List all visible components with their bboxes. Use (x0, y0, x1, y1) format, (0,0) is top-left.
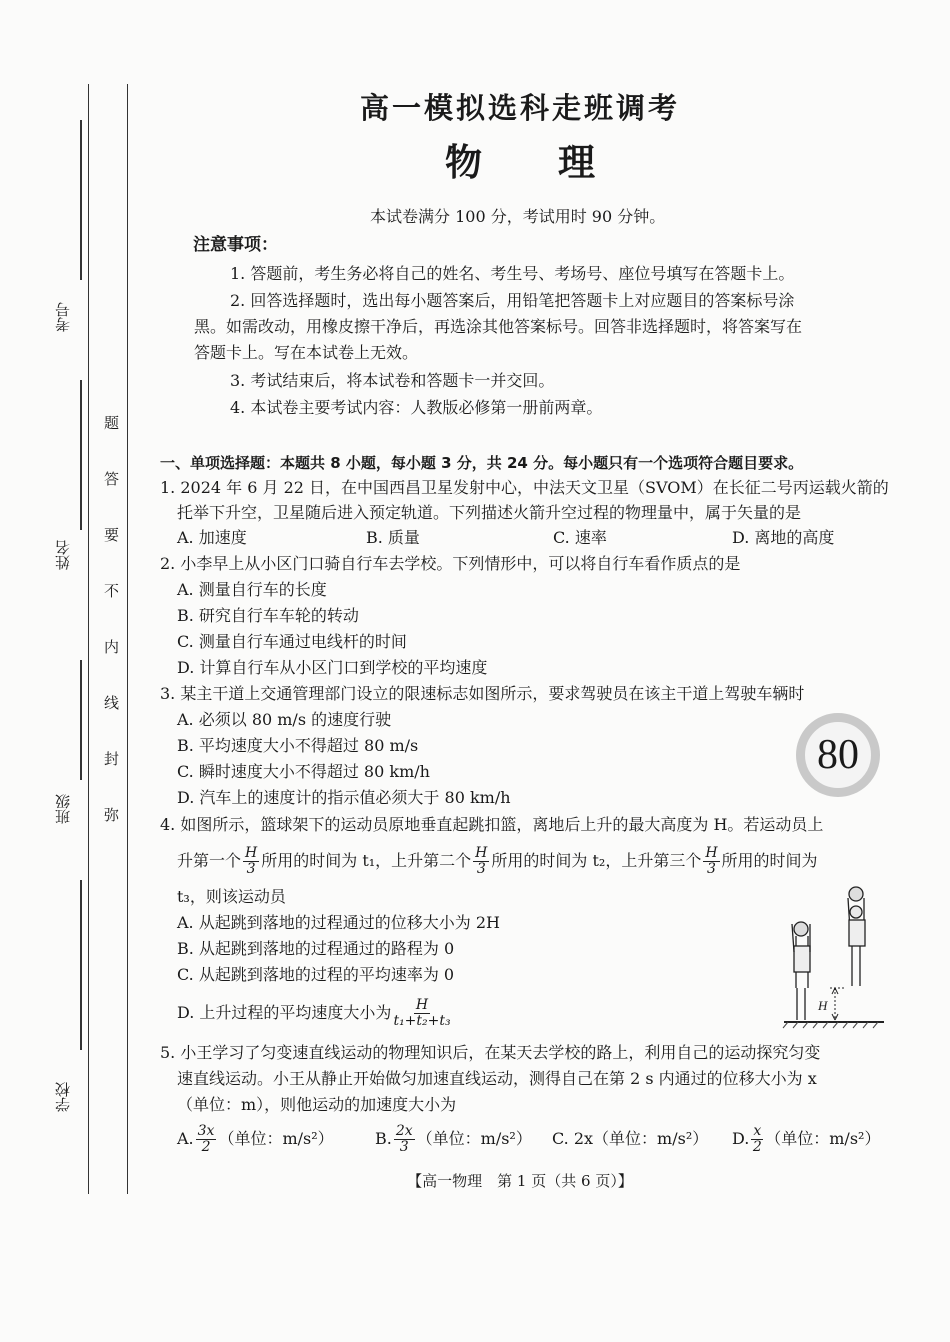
notice-heading: 注意事项： (193, 235, 278, 255)
q1-stem-line1: 1. 2024 年 6 月 22 日，在中国西昌卫星发射中心，中法天文卫星（SVOM）在长征二号丙运载火箭的 (160, 478, 889, 497)
q3-option-a: A. 必须以 80 m/s 的速度行驶 (177, 710, 392, 729)
jump-figure (780, 884, 888, 1030)
notice-item-4: 4. 本试卷主要考试内容：人教版必修第一册前两章。 (230, 398, 603, 417)
seal-char-7: 封 (104, 750, 120, 768)
q5-stem-line1: 5. 小王学习了匀变速直线运动的物理知识后，在某天去学校的路上，利用自己的运动探究匀变 (160, 1043, 821, 1062)
field-label-xingming: 姓名 (54, 540, 72, 570)
notice-item-3: 3. 考试结束后，将本试卷和答题卡一并交回。 (230, 371, 555, 390)
q2-option-c: C. 测量自行车通过电线杆的时间 (177, 632, 407, 651)
notice-item-2-cont: 黑。如需改动，用橡皮擦干净后，再选涂其他答案标号。回答非选择题时，将答案写在 (194, 317, 803, 336)
q5-stem-line3: （单位：m），则他运动的加速度大小为 (177, 1095, 457, 1114)
seal-char-8: 弥 (104, 806, 120, 824)
q4-stem-line1: 4. 如图所示，篮球架下的运动员原地垂直起跳扣篮，离地后上升的最大高度为 H。若运动员上 (160, 815, 824, 834)
q4-stem-line3: t₃，则该运动员 (177, 887, 286, 906)
seal-char-1: 题 (104, 414, 120, 432)
player-jumping-figure (848, 887, 865, 986)
fraction-h-over-3: $\frac{H}{3}$ (475, 845, 488, 877)
exam-intro: 本试卷满分 100 分，考试用时 90 分钟。 (370, 207, 666, 226)
subject-title: 物 理 (445, 141, 595, 184)
q3-option-d: D. 汽车上的速度计的指示值必须大于 80 km/h (177, 788, 511, 807)
player-standing-figure (792, 922, 810, 1020)
q3-option-b: B. 平均速度大小不得超过 80 m/s (177, 736, 419, 755)
q2-option-a: A. 测量自行车的长度 (177, 580, 327, 599)
q5-option-d: D. $\frac{x}{2}$ （单位：m/s²） (732, 1123, 881, 1155)
q4-option-d: D. 上升过程的平均速度大小为 $\frac{H}{\text{t₁+t₂+t₃}}$ (177, 997, 451, 1029)
q5-option-b: B. $\frac{2x}{3}$ （单位：m/s²） (375, 1123, 532, 1155)
q4-stem-line2: 升第一个 $\frac{H}{3}$ 所用的时间为 t₁，上升第二个 $\frac{H}{3}$ 所用的时间为 t₂，上升第三个 $\frac{H}{3}$ 所用的时间为 (177, 845, 818, 877)
q3-stem: 3. 某主干道上交通管理部门设立的限速标志如图所示，要求驾驶员在该主干道上驾驶车辆时 (160, 684, 805, 703)
seal-char-5: 内 (104, 638, 120, 656)
margin-line-outer (88, 84, 89, 1194)
q2-option-d: D. 计算自行车从小区门口到学校的平均速度 (177, 658, 488, 677)
q4-option-a: A. 从起跳到落地的过程通过的位移大小为 2H (177, 913, 500, 932)
fraction-h-over-3: $\frac{H}{3}$ (245, 845, 258, 877)
q1-option-a: A. 加速度 (177, 528, 247, 547)
seal-char-2: 答 (104, 470, 120, 488)
q5-option-a: A. $\frac{3x}{2}$ （单位：m/s²） (177, 1123, 334, 1155)
notice-item-2: 2. 回答选择题时，选出每小题答案后，用铅笔把答题卡上对应题目的答案标号涂 (230, 291, 795, 310)
speed-limit-sign: 80 (796, 713, 880, 797)
notice-item-1: 1. 答题前，考生务必将自己的姓名、考生号、考场号、座位号填写在答题卡上。 (230, 264, 795, 283)
seal-char-3: 要 (104, 526, 120, 544)
fraction-h-over-3: $\frac{H}{3}$ (705, 845, 718, 877)
q5-option-c: C. 2x（单位：m/s²） (552, 1129, 709, 1148)
q2-option-b: B. 研究自行车车轮的转动 (177, 606, 359, 625)
q2-stem: 2. 小李早上从小区门口骑自行车去学校。下列情形中，可以将自行车看作质点的是 (160, 554, 741, 573)
field-line-xingming (80, 380, 82, 530)
q1-stem-line2: 托举下升空，卫星随后进入预定轨道。下列描述火箭升空过程的物理量中，属于矢量的是 (177, 503, 802, 522)
field-line-banji (80, 660, 82, 780)
q3-option-c: C. 瞬时速度大小不得超过 80 km/h (177, 762, 430, 781)
q4-option-c: C. 从起跳到落地的过程的平均速率为 0 (177, 965, 455, 984)
q1-option-b: B. 质量 (366, 528, 420, 547)
page-footer: 【高一物理 第 1 页（共 6 页）】 (407, 1172, 633, 1190)
field-label-xuexiao: 学校 (54, 1082, 72, 1112)
margin-line-inner (127, 84, 128, 1194)
section-heading-1: 一、单项选择题：本题共 8 小题，每小题 3 分，共 24 分。每小题只有一个选项符合题目要求。 (160, 454, 804, 472)
q5-stem-line2: 速直线运动。小王从静止开始做匀加速直线运动，测得自己在第 2 s 内通过的位移大小为 x (177, 1069, 817, 1088)
field-label-banji: 班级 (54, 794, 72, 824)
seal-char-4: 不 (104, 582, 120, 600)
fraction-h-over-t-sum: $\frac{H}{\text{t₁+t₂+t₃}}$ (393, 997, 451, 1029)
q4-option-b: B. 从起跳到落地的过程通过的路程为 0 (177, 939, 455, 958)
field-line-xuexiao (80, 880, 82, 1050)
seal-char-6: 线 (104, 694, 120, 712)
q1-option-c: C. 速率 (553, 528, 607, 547)
field-label-kaohao: 考号 (54, 302, 72, 332)
notice-item-2-cont2: 答题卡上。写在本试卷上无效。 (194, 343, 419, 362)
q1-option-d: D. 离地的高度 (732, 528, 835, 547)
height-label: H (818, 998, 828, 1013)
exam-title: 高一模拟选科走班调考 (359, 91, 680, 125)
